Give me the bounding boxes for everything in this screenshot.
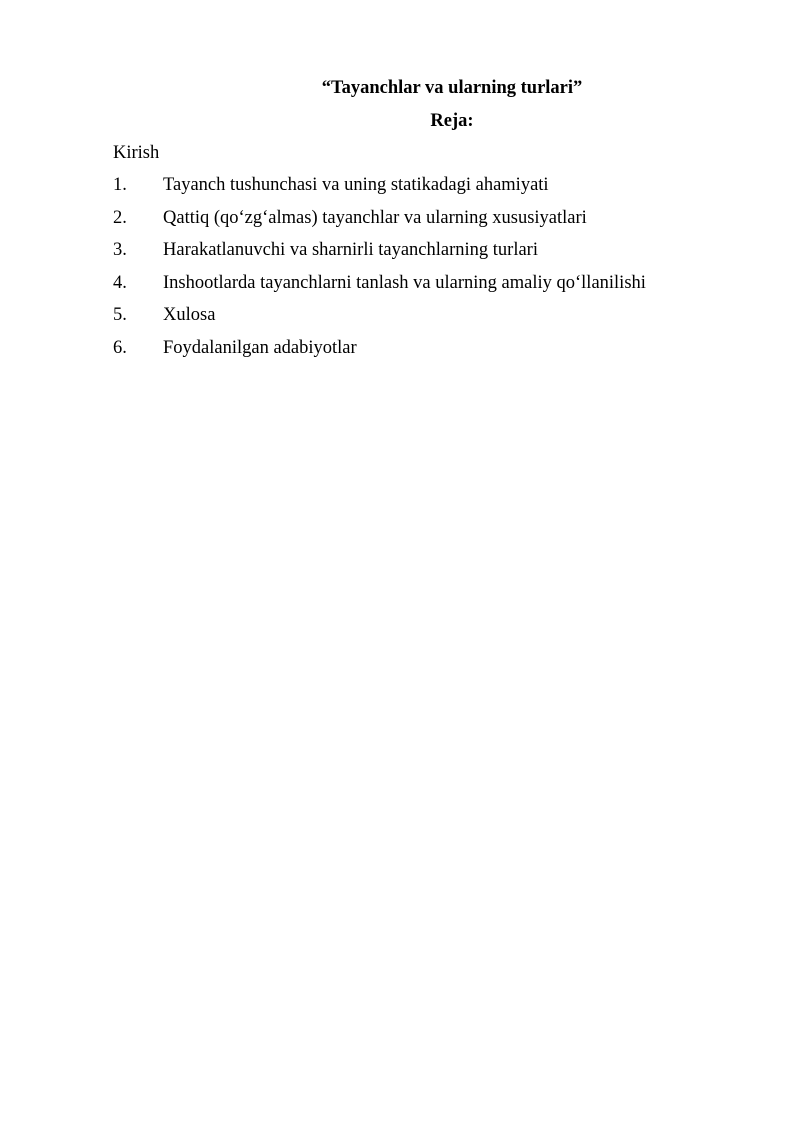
plan-item-text: Xulosa <box>163 305 216 326</box>
plan-item <box>113 206 646 239</box>
plan-item-number: 2. <box>113 207 127 228</box>
plan-item <box>113 303 646 336</box>
plan-item-text: Qattiq (qo‘zg‘almas) tayanchlar va ularning xususiyatlari <box>163 207 587 228</box>
plan-item <box>113 271 646 304</box>
plan-item-number: 1. <box>113 175 127 195</box>
plan-heading: Reja: <box>430 111 474 131</box>
plan-item-number: 3. <box>113 240 127 261</box>
plan-item-number: 6. <box>113 337 127 358</box>
plan-item <box>113 238 646 271</box>
plan-item-number: 5. <box>113 305 127 326</box>
plan-list <box>113 173 646 369</box>
document-title: “Tayanchlar va ularning turlari” <box>321 78 583 98</box>
intro-label: Kirish <box>113 143 160 163</box>
plan-item <box>113 336 646 369</box>
plan-item-text: Tayanch tushunchasi va uning statikadagi ahamiyati <box>163 175 549 195</box>
plan-item-text: Harakatlanuvchi va sharnirli tayanchlarning turlari <box>163 240 538 261</box>
plan-item-number: 4. <box>113 272 127 293</box>
plan-item-text: Inshootlarda tayanchlarni tanlash va ularning amaliy qo‘llanilishi <box>163 272 646 293</box>
plan-item-text: Foydalanilgan adabiyotlar <box>163 337 357 358</box>
plan-item <box>113 173 646 206</box>
